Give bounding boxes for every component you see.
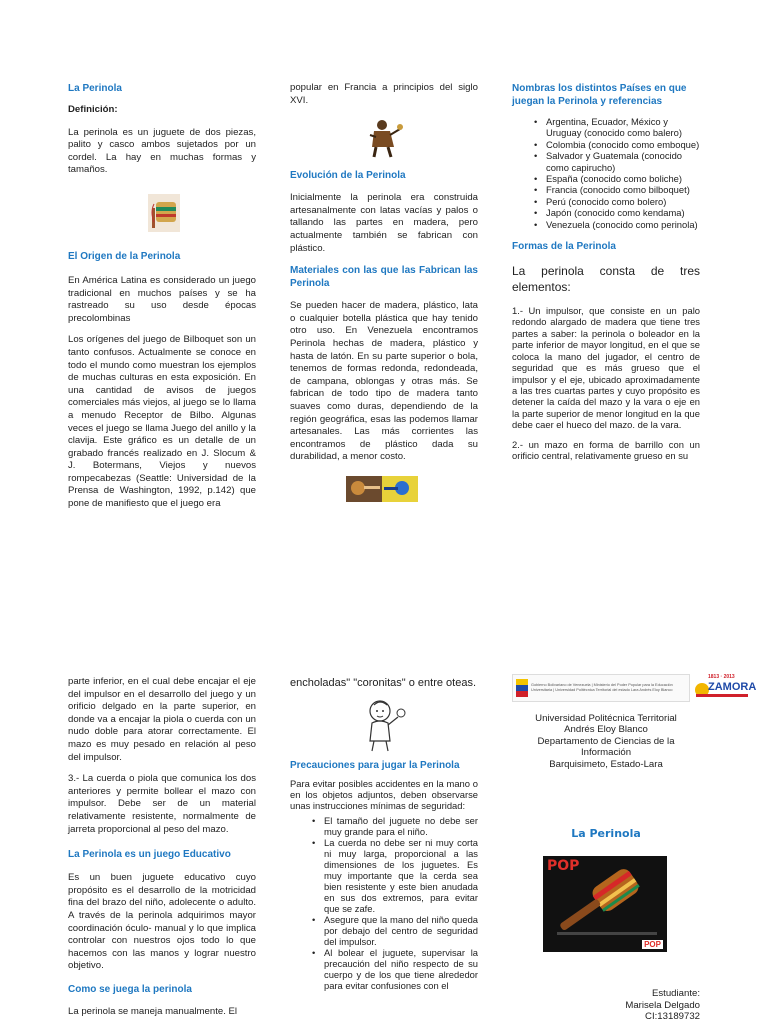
materials-images: [346, 476, 478, 502]
evolution-heading: Evolución de la Perinola: [290, 170, 406, 182]
list-item: • Venezuela (conocido como perinola): [532, 219, 700, 230]
department-name-2: Información: [580, 747, 632, 759]
list-item: • Al bolear el juguete, supervisar la precaución del niño respecto de su cuerpo y de los que tiene alrededor para evitar confusiones con el: [310, 947, 478, 991]
origin-paragraph-1: En América Latina es considerado un juego tradicional en muchos países y se ha rastreado su uso desde épocas precolombinas: [68, 274, 256, 324]
materials-text: Se pueden hacer de madera, plástico, lata o cualquier botella plástica que hay tenido otro uso. En Venezuela encontramos Perinola hechas de madera, plástico y hasta de latón. En su parte superior o bola, tenemos de formas redonda, redondeada, de campana, oblongas y otras más. Se fabrican de todo tipo de madera tanto suaves como duras, dependiendo de la región geográfica, esas las podemos llamar artesanales. Las más corrientes las encontramos de plástico dada su durabilidad, a menor costo.: [290, 300, 478, 463]
list-item: • Perú (conocido como bolero): [532, 196, 700, 207]
cover-title: La Perinola: [571, 827, 641, 840]
list-item: • La cuerda no debe ser ni muy corta ni muy larga, proporcional a las dimensiones de los juguetes. Es muy importante que la cerda sea bien resistente y este bien anudada en sus dos extremos, para evitar que se zafe.: [310, 837, 478, 914]
forms-intro: La perinola consta de tres elementos:: [512, 264, 700, 295]
list-item: • España (conocido como boliche): [532, 173, 700, 184]
list-item: • El tamaño del juguete no debe ser muy grande para el niño.: [310, 815, 478, 837]
col4-paragraph-2: 3.- La cuerda o piola que comunica los dos anteriores y permite bollear el mazo con impulsor. Debe ser de un material relativamente resistente, normalmente de jarreta proporcional al peso del mazo.: [68, 773, 256, 835]
forms-heading: Formas de la Perinola: [512, 241, 616, 253]
how-to-play-heading: Como se juega la perinola: [68, 983, 192, 995]
institution-logo-banner: [512, 674, 690, 702]
zamora-text: ZAMORA: [708, 681, 757, 693]
student-ci: CI:13189732: [645, 1011, 700, 1023]
pop-label: POP: [547, 858, 580, 874]
column-1: [68, 82, 256, 511]
city: Barquisimeto, Estado-Lara: [549, 758, 663, 770]
student-block: [560, 988, 700, 1023]
forms-paragraph-1: 1.- Un impulsor, que consiste en un palo redondo alargado de madera que tiene tres partes a saber: la perinola o boleador en la parte inferior de mayor longitud, en el que se coloca la mano del jugador, el centro de seguridad que es más grueso que el impulsor y el eje, ubicado aproximadamente a las tres cuartas partes y cuyo propósito es detener la caída del mazo y la vara o eje en la parte superior de menor longitud en la que debe caer el hueco del mazo. de la vara.: [512, 305, 700, 431]
cover-perinola-image: [543, 856, 667, 952]
university-block: [512, 713, 700, 770]
list-item: • Japón (conocido como kendama): [532, 207, 700, 218]
list-item: • Francia (conocido como bilboquet): [532, 184, 700, 195]
precautions-list: [310, 815, 478, 991]
origin-paragraph-2: Los orígenes del juego de Bilboquet son un tanto confusos. Actualmente se conoce en todo el mundo como muestran los ejemplos de muchas culturas en esta exposición. En una cantidad de avisos de juegos comerciales más viejos, al juego se lo llama a menudo Receptor de Bilbo. Algunas veces el juego se llama Juego del anillo y la clavija. Este gráfico es un detalle de un grabado francés realizado en J. Slocum & J. Botermans, Viejos y nuevos rompecabezas (Seattle: Universidad de la Prensa de Washington, 1992, p.142) que pone de manifiesto que el juego era: [68, 334, 256, 510]
col5-top-text: encholadas" "coronitas" o entre oteas.: [290, 677, 476, 689]
student-label: Estudiante:: [651, 988, 700, 999]
wooden-perinola-image: [346, 476, 382, 502]
materials-heading: Materiales con las que las Fabrican las Perinola: [290, 265, 478, 290]
venezuela-flag-icon: [516, 679, 528, 697]
definition-text: La perinola es un juguete de dos piezas, palito y casco ambos sujetados por un cordel. La hay en muchas formas y tamaños.: [68, 126, 256, 176]
list-item: • Colombia (conocido como emboque): [532, 139, 700, 150]
bilboquet-player-image: [364, 117, 404, 159]
student-name: Marisela Delgado: [625, 999, 700, 1011]
educational-heading: La Perinola es un juego Educativo: [68, 849, 231, 861]
column-3: [512, 82, 700, 461]
plastic-perinola-image: [382, 476, 418, 502]
definition-heading: Definición:: [68, 104, 118, 115]
column-4: [68, 676, 256, 1018]
university-name: Universidad Politécnica Territorial: [535, 713, 677, 724]
logo-left-text: Gobierno Bolivariano de Venezuela | Ministerio del Poder Popular para la Educación Universitaria | Universidad Politécnica Territorial del estado Lara Andrés Eloy Blanco: [531, 683, 673, 692]
how-to-play-text: La perinola se maneja manualmente. El: [68, 1005, 238, 1017]
evolution-text: Inicialmente la perinola era construida artesanalmente con latas vacías y palos o tallando las partes en madera, pero actualmente también se fabrican con plástico.: [290, 192, 478, 254]
column-2: [290, 82, 478, 502]
origin-heading: El Origen de la Perinola: [68, 250, 181, 262]
list-item: • Asegure que la mano del niño queda por debajo del centro de seguridad del impulsor.: [310, 914, 478, 947]
department-name: Departamento de Ciencias de la: [537, 735, 675, 747]
precautions-heading: Precauciones para jugar la Perinola: [290, 760, 460, 771]
brochure-title: La Perinola: [68, 83, 122, 94]
forms-paragraph-2: 2.- un mazo en forma de barrillo con un orificio central, relativamente grueso en su: [512, 438, 700, 461]
countries-heading: Nombras los distintos Países en que juegan la Perinola y referencias: [512, 83, 687, 107]
column-5: [290, 676, 478, 991]
zamora-years: 1813 · 2013: [708, 674, 735, 680]
list-item: • Argentina, Ecuador, México y Uruguay (conocido como balero): [532, 116, 700, 139]
child-playing-image: [360, 697, 410, 753]
educational-text: Es un buen juguete educativo cuyo propósito es el desarrollo de la motricidad fina del brazo del niño, adolecente o adulto. A través de la perinola adquirimos mayor coordinación óculo- manual y lo que implica controlar con nuestros ojos todo lo que hacemos con las manos y lograr nuestro objetivo.: [68, 872, 256, 972]
perinola-toy-image: [148, 194, 180, 232]
col4-paragraph-1: parte inferior, en el cual debe encajar el eje del impulsor en el desarrollo del juego y un orificio delgado en la parte superior, en donde va a encajar la piola o cuerda con un nudo doble para atorar correctamente. El mazo es muy pesado en relación al peso del impulsor.: [68, 676, 256, 763]
zamora-logo: [694, 674, 757, 702]
precautions-intro: Para evitar posibles accidentes en la mano o en los objetos adjuntos, deben observarse unas instrucciones mínimas de seguridad:: [290, 778, 478, 811]
pop-label-small: POP: [644, 940, 661, 949]
list-item: • Salvador y Guatemala (conocido como capirucho): [532, 150, 700, 173]
university-name-2: Andrés Eloy Blanco: [564, 724, 648, 736]
countries-list: [532, 116, 700, 230]
col2-top-text: popular en Francia a principios del siglo XVI.: [290, 82, 478, 106]
